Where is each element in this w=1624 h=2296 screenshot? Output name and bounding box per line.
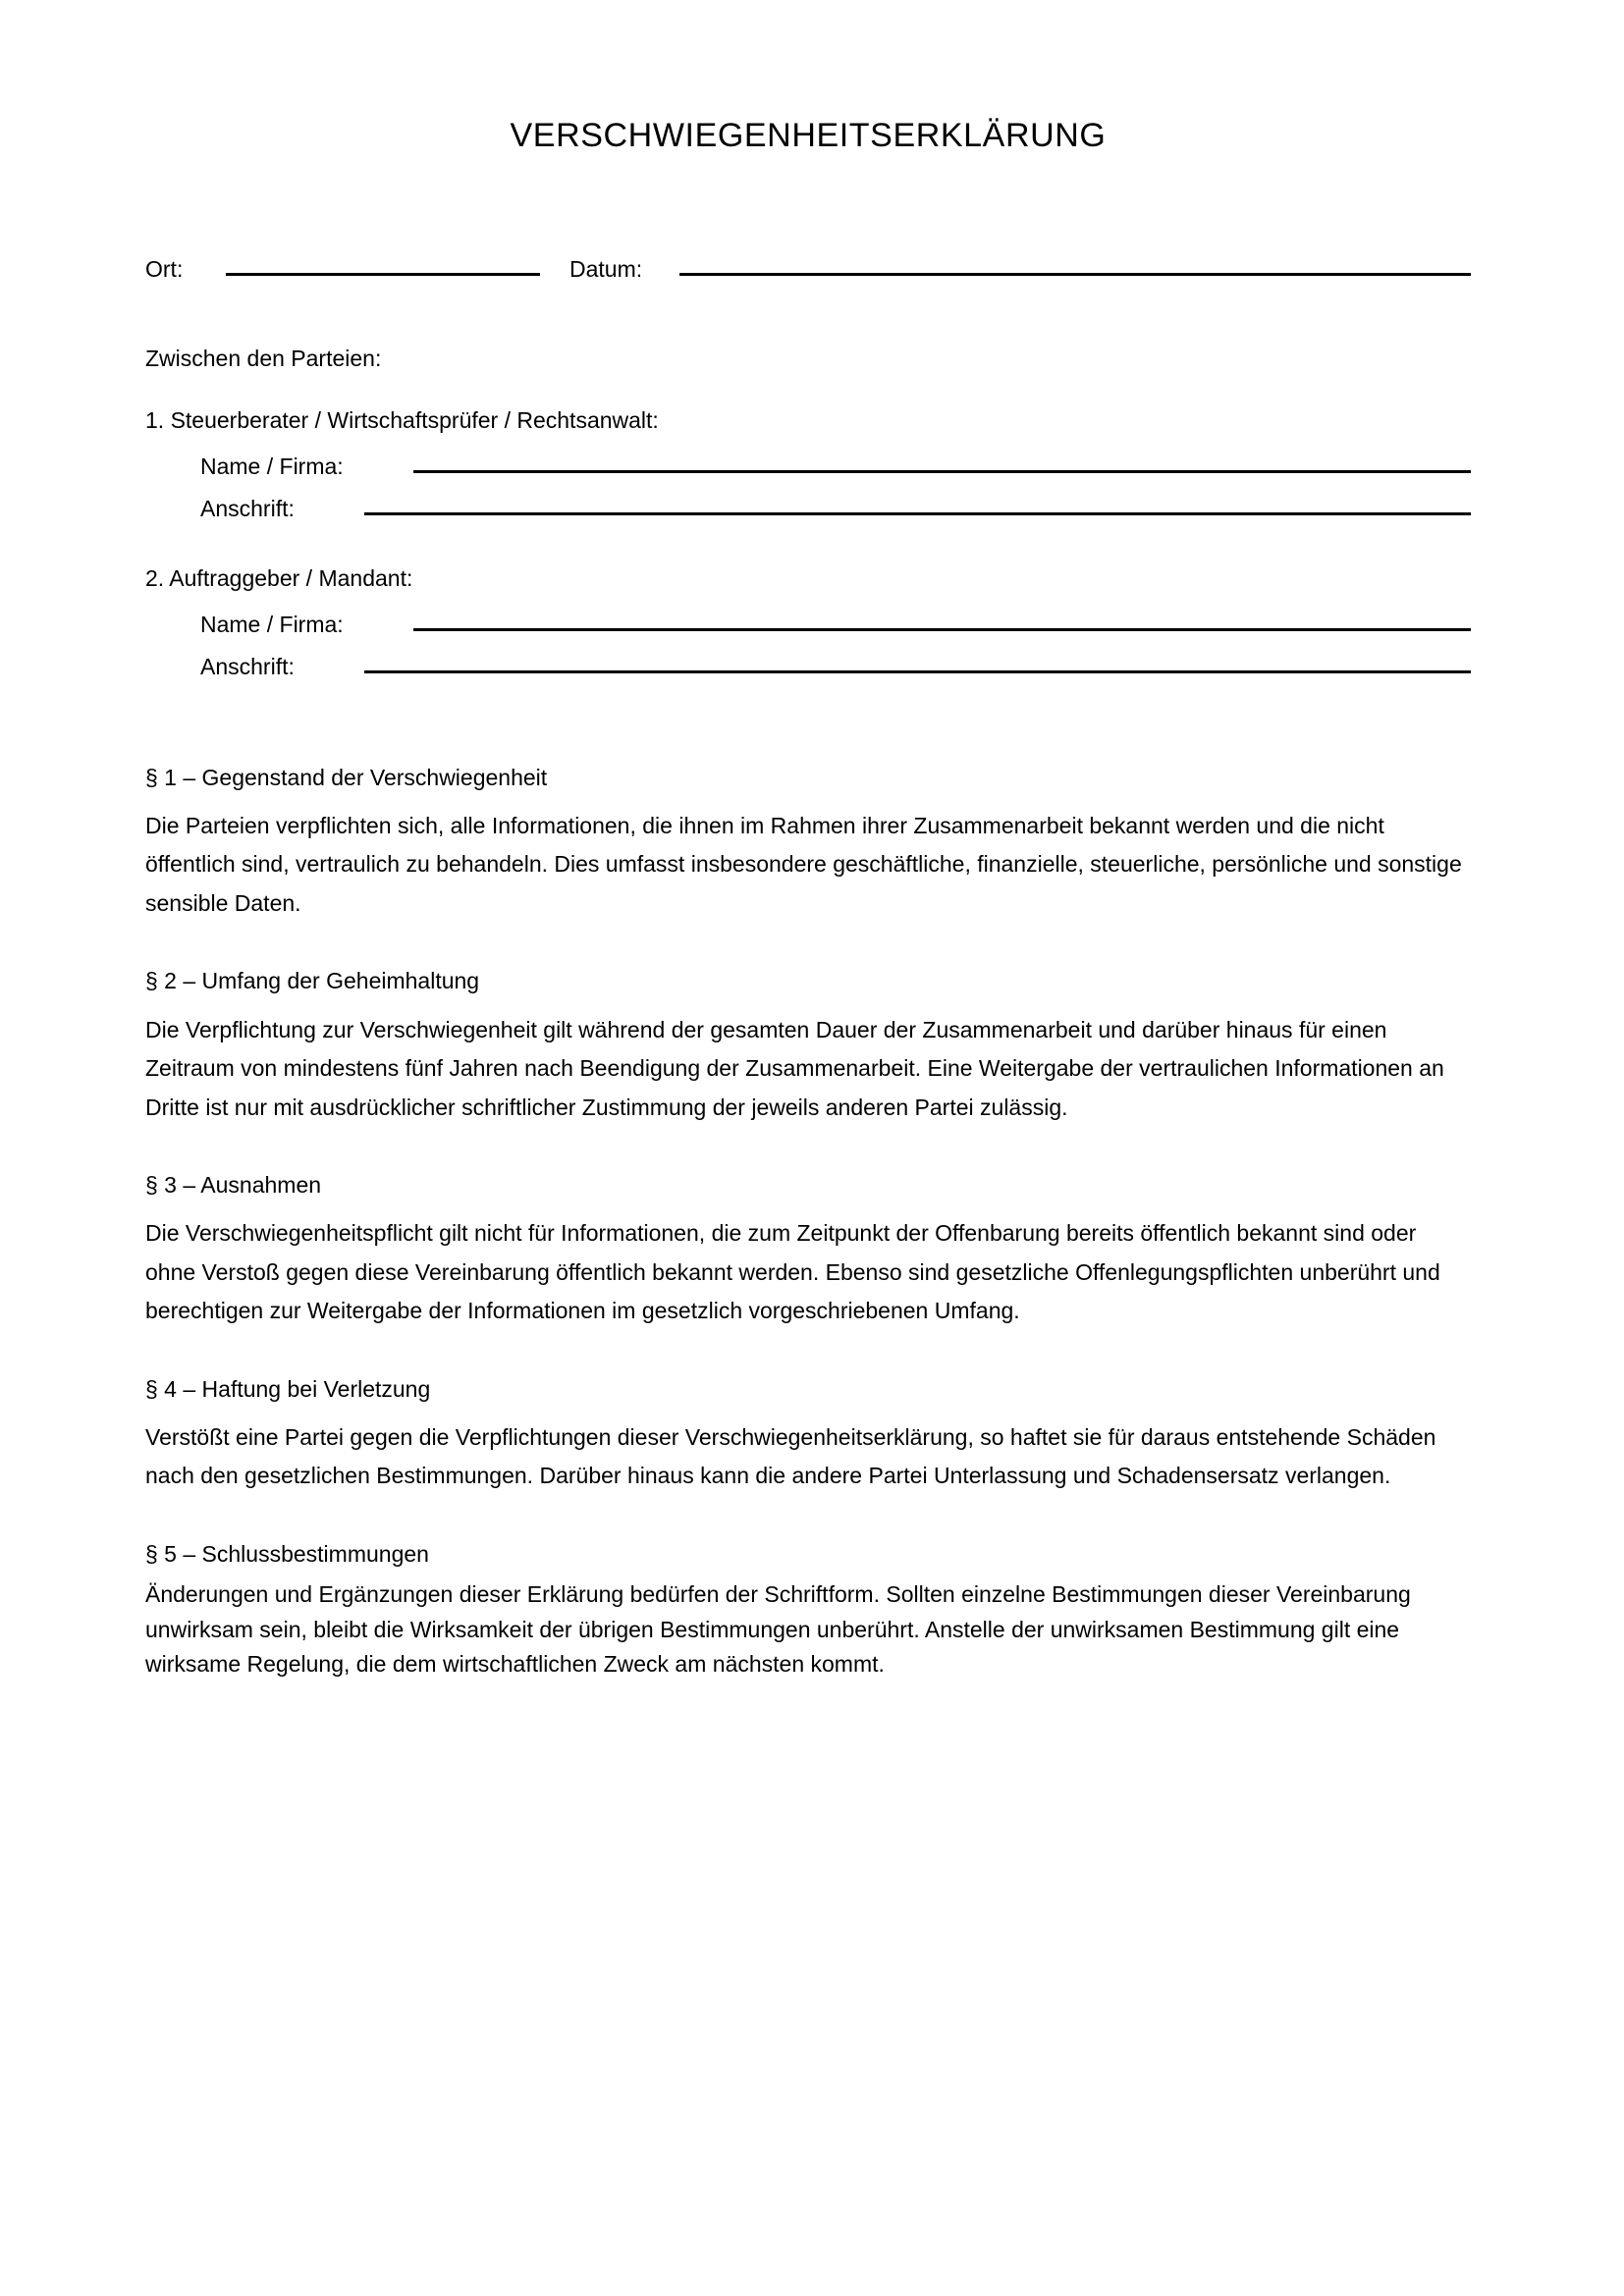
clause-5-body: Änderungen und Ergänzungen dieser Erklärung bedürfen der Schriftform. Sollten einzelne Bestimmungen dieser Vereinbarung unwirksam sein, bleibt die Wirksamkeit der übrigen Bestimmungen unberührt. Anstelle der unwirksamen Bestimmung gilt eine wirksame Regelung, die dem wirtschaftlichen Zweck am nächsten kommt. [145, 1581, 1411, 1678]
place-date-row [145, 255, 1471, 282]
party-two-name-label: Name / Firma: [200, 611, 344, 637]
clause-5 [145, 1539, 1471, 1682]
party-two [145, 564, 1471, 679]
party-one [145, 406, 1471, 521]
clause-3 [145, 1170, 1471, 1331]
clause-2-heading: § 2 – Umfang der Geheimhaltung [145, 968, 480, 994]
clause-2-body: Die Verpflichtung zur Verschwiegenheit gilt während der gesamten Dauer der Zusammenarbeit und darüber hinaus für einen Zeitraum von mindestens fünf Jahren nach Beendigung der Zusammenarbeit. Eine Weitergabe der vertraulichen Informationen an Dritte ist nur mit ausdrücklicher schriftlicher Zustimmung der jeweils anderen Partei zulässig. [145, 1016, 1444, 1120]
clause-2 [145, 966, 1471, 1127]
clause-5-heading: § 5 – Schlussbestimmungen [145, 1541, 429, 1567]
clauses-container [145, 763, 1471, 1682]
party-two-address-input-line[interactable] [364, 670, 1471, 673]
party-two-address-label: Anschrift: [200, 653, 295, 679]
clause-1-heading: § 1 – Gegenstand der Verschwiegenheit [145, 764, 548, 790]
party-one-name-input-line[interactable] [413, 470, 1471, 473]
page-title: VERSCHWIEGENHEITSERKLÄRUNG [510, 117, 1107, 154]
parties-block [145, 347, 1471, 678]
clause-4-body: Verstößt eine Partei gegen die Verpflichtungen dieser Verschwiegenheitserklärung, so haftet sie für daraus entstehende Schäden nach den gesetzlichen Bestimmungen. Darüber hinaus kann die andere Partei Unterlassung und Schadensersatz verlangen. [145, 1423, 1436, 1489]
party-one-name-label: Name / Firma: [200, 453, 344, 479]
party-one-address-row [145, 495, 1471, 521]
parties-intro: Zwischen den Parteien: [145, 345, 382, 371]
place-input-line[interactable] [226, 273, 540, 276]
party-two-name-input-line[interactable] [413, 628, 1471, 631]
party-one-heading: 1. Steuerberater / Wirtschaftsprüfer / Rechtsanwalt: [145, 406, 659, 433]
party-one-address-input-line[interactable] [364, 512, 1471, 515]
place-label: Ort: [145, 255, 184, 282]
party-one-address-label: Anschrift: [200, 495, 295, 521]
clause-4-heading: § 4 – Haftung bei Verletzung [145, 1375, 431, 1402]
clause-3-body: Die Verschwiegenheitspflicht gilt nicht für Informationen, die zum Zeitpunkt der Offenbarung bereits öffentlich bekannt sind oder ohne Verstoß gegen diese Vereinbarung öffentlich bekannt werden. Ebenso sind gesetzliche Offenlegungspflichten unberührt und berechtigen zur Weitergabe der Informationen im gesetzlich vorgeschriebenen Umfang. [145, 1220, 1440, 1324]
party-two-heading: 2. Auftraggeber / Mandant: [145, 564, 413, 591]
document-content [145, 0, 1471, 1682]
party-one-name-row [145, 455, 1471, 478]
party-two-name-row [145, 611, 1471, 637]
party-two-address-row [145, 653, 1471, 679]
date-input-line[interactable] [679, 273, 1471, 276]
clause-1-body: Die Parteien verpflichten sich, alle Informationen, die ihnen im Rahmen ihrer Zusammenarbeit bekannt werden und die nicht öffentlich sind, vertraulich zu behandeln. Dies umfasst insbesondere geschäftliche, finanzielle, steuerliche, persönliche und sonstige sensible Daten. [145, 812, 1462, 916]
clause-3-heading: § 3 – Ausnahmen [145, 1172, 322, 1199]
clause-1 [145, 763, 1471, 924]
date-label: Datum: [569, 255, 643, 282]
clause-4 [145, 1374, 1471, 1496]
